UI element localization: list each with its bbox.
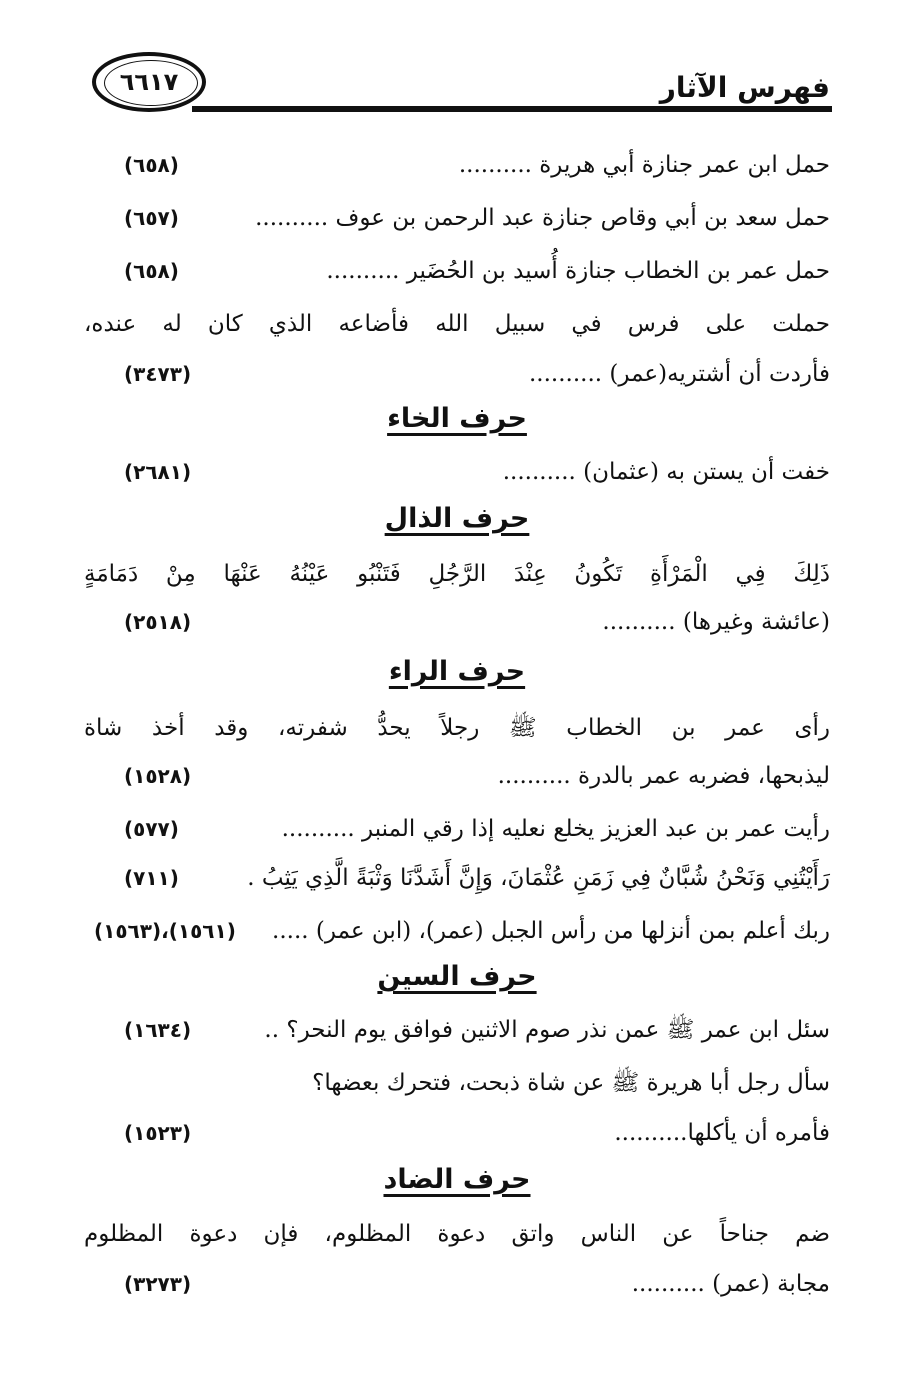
- entry-text: رَأَيْتُنِي وَنَحْنُ شُبَّانٌ فِي زَمَنِ عُثْمَانَ، وَإِنَّ أَشَدَّنَا وَثْبَةً الَّذِي يَثِبُ .: [247, 865, 830, 891]
- entry-reference: (٣٤٧٣): [124, 362, 192, 386]
- entry-reference: (٦٥٨): [124, 259, 179, 283]
- entry-text: سئل ابن عمر ﷺ عمن نذر صوم الاثنين فوافق يوم النحر؟ ..: [264, 1017, 830, 1043]
- header-rule: [192, 106, 832, 112]
- entry-reference: (٧١١): [124, 866, 179, 890]
- entry-reference: (٢٥١٨): [124, 610, 192, 634]
- entry-reference: (٦٥٨): [124, 153, 179, 177]
- section-heading: حرف الضاد: [383, 1164, 531, 1195]
- index-title: فهرس الآثار: [659, 71, 830, 104]
- entry-reference: (١٦٣٤): [124, 1018, 192, 1042]
- entry-text: حملت على فرس في سبيل الله فأضاعه الذي كان له عنده،: [84, 311, 830, 337]
- entry-text: فأمره أن يأكلها..........: [614, 1120, 830, 1146]
- entry-reference: (٢٦٨١): [124, 460, 192, 484]
- entry-text: رأى عمر بن الخطاب ﷺ رجلاً يحدُّ شفرته، وقد أخذ شاة: [84, 715, 830, 741]
- section-heading: حرف السين: [377, 961, 537, 992]
- entry-reference: (١٥٢٨): [124, 764, 192, 788]
- entry-reference: (٣٢٧٣): [124, 1272, 192, 1296]
- entry-text: ضم جناحاً عن الناس واتق دعوة المظلوم، فإن دعوة المظلوم: [84, 1221, 830, 1247]
- entry-reference: (١٥٢٣): [124, 1121, 192, 1145]
- entry-text: ليذبحها، فضربه عمر بالدرة ..........: [497, 763, 830, 789]
- entry-text: مجابة (عمر) ..........: [631, 1271, 830, 1297]
- entry-text: ذَلِكَ فِي الْمَرْأَةِ تَكُونُ عِنْدَ الرَّجُلِ فَتَنْبُو عَيْنُهُ عَنْهَا مِنْ دَمَامَةٍ: [84, 561, 830, 587]
- entry-text: حمل ابن عمر جنازة أبي هريرة ..........: [458, 152, 830, 178]
- section-heading: حرف الراء: [388, 656, 526, 687]
- entry-reference: (١٥٦١)،(١٥٦٣): [94, 919, 236, 943]
- section-heading: حرف الخاء: [387, 403, 527, 434]
- entry-text: خفت أن يستن به (عثمان) ..........: [502, 459, 830, 485]
- entry-reference: (٥٧٧): [124, 817, 179, 841]
- entry-text: (عائشة وغيرها) ..........: [602, 609, 830, 635]
- entry-text: فأردت أن أشتريه(عمر) ..........: [528, 361, 830, 387]
- entry-text: رأيت عمر بن عبد العزيز يخلع نعليه إذا رقي المنبر ..........: [281, 816, 830, 842]
- entry-reference: (٦٥٧): [124, 206, 179, 230]
- entry-text: حمل سعد بن أبي وقاص جنازة عبد الرحمن بن عوف ..........: [255, 205, 830, 231]
- entry-text: ربك أعلم بمن أنزلها من رأس الجبل (عمر)، (ابن عمر) .....: [272, 918, 830, 944]
- section-heading: حرف الذال: [384, 503, 530, 534]
- entry-text: حمل عمر بن الخطاب جنازة أُسيد بن الحُضَير ..........: [326, 258, 830, 284]
- page-number: ٦٦١٧: [119, 68, 179, 96]
- entry-text: سأل رجل أبا هريرة ﷺ عن شاة ذبحت، فتحرك بعضها؟: [312, 1070, 830, 1096]
